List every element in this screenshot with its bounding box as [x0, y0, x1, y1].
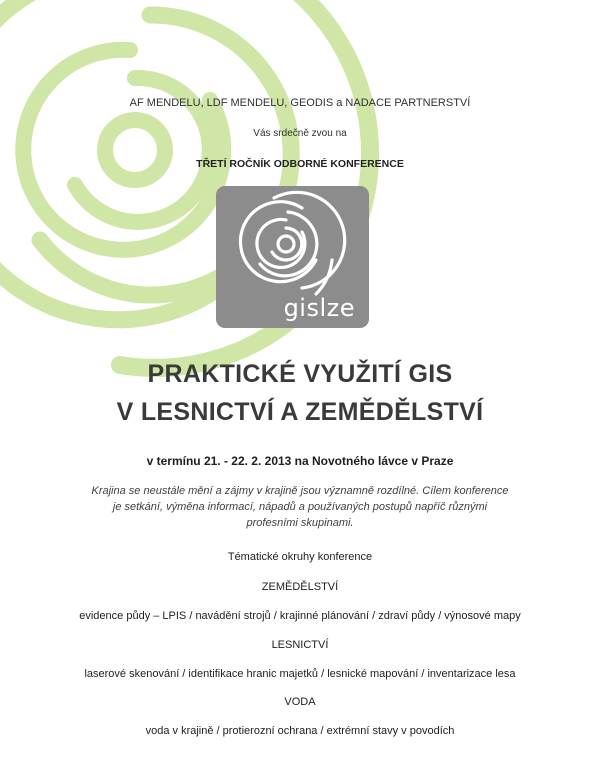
section-items-forestry: laserové skenování / identifikace hranic majetků / lesnické mapování / inventarizace lesa [84, 668, 516, 680]
title-line-1: PRAKTICKÉ VYUŽITÍ GIS [147, 360, 453, 388]
description-paragraph: Krajina se neustále mění a zájmy v krajině jsou významně rozdílné. Cílem konference je setkání, výměna informací, nápadů a používaných postupů napříč různými profesními skupinami. [91, 485, 509, 529]
logo-text: gislze [283, 294, 355, 322]
invitation-line: Vás srdečně zvou na [253, 128, 347, 139]
title-line-2: V LESNICTVÍ A ZEMĚDĚLSTVÍ [116, 398, 484, 426]
section-items-agriculture: evidence půdy – LPIS / navádění strojů / krajinné plánování / zdraví půdy / výnosové mapy [79, 610, 521, 622]
edition-line: TŘETÍ ROČNÍK ODBORNÉ KONFERENCE [196, 158, 404, 170]
section-heading-agriculture: ZEMĚDĚLSTVÍ [261, 581, 339, 593]
section-heading-forestry: LESNICTVÍ [271, 639, 329, 651]
gislze-logo [216, 186, 369, 328]
section-items-water: voda v krajině / protierozní ochrana / extrémní stavy v povodích [145, 725, 455, 737]
organizers-line: AF MENDELU, LDF MENDELU, GEODIS a NADACE PARTNERSTVÍ [129, 97, 471, 109]
topics-heading: Tématické okruhy konference [227, 551, 373, 563]
section-heading-water: VODA [284, 696, 316, 708]
date-location-line: v termínu 21. - 22. 2. 2013 na Novotného lávce v Praze [146, 454, 454, 468]
